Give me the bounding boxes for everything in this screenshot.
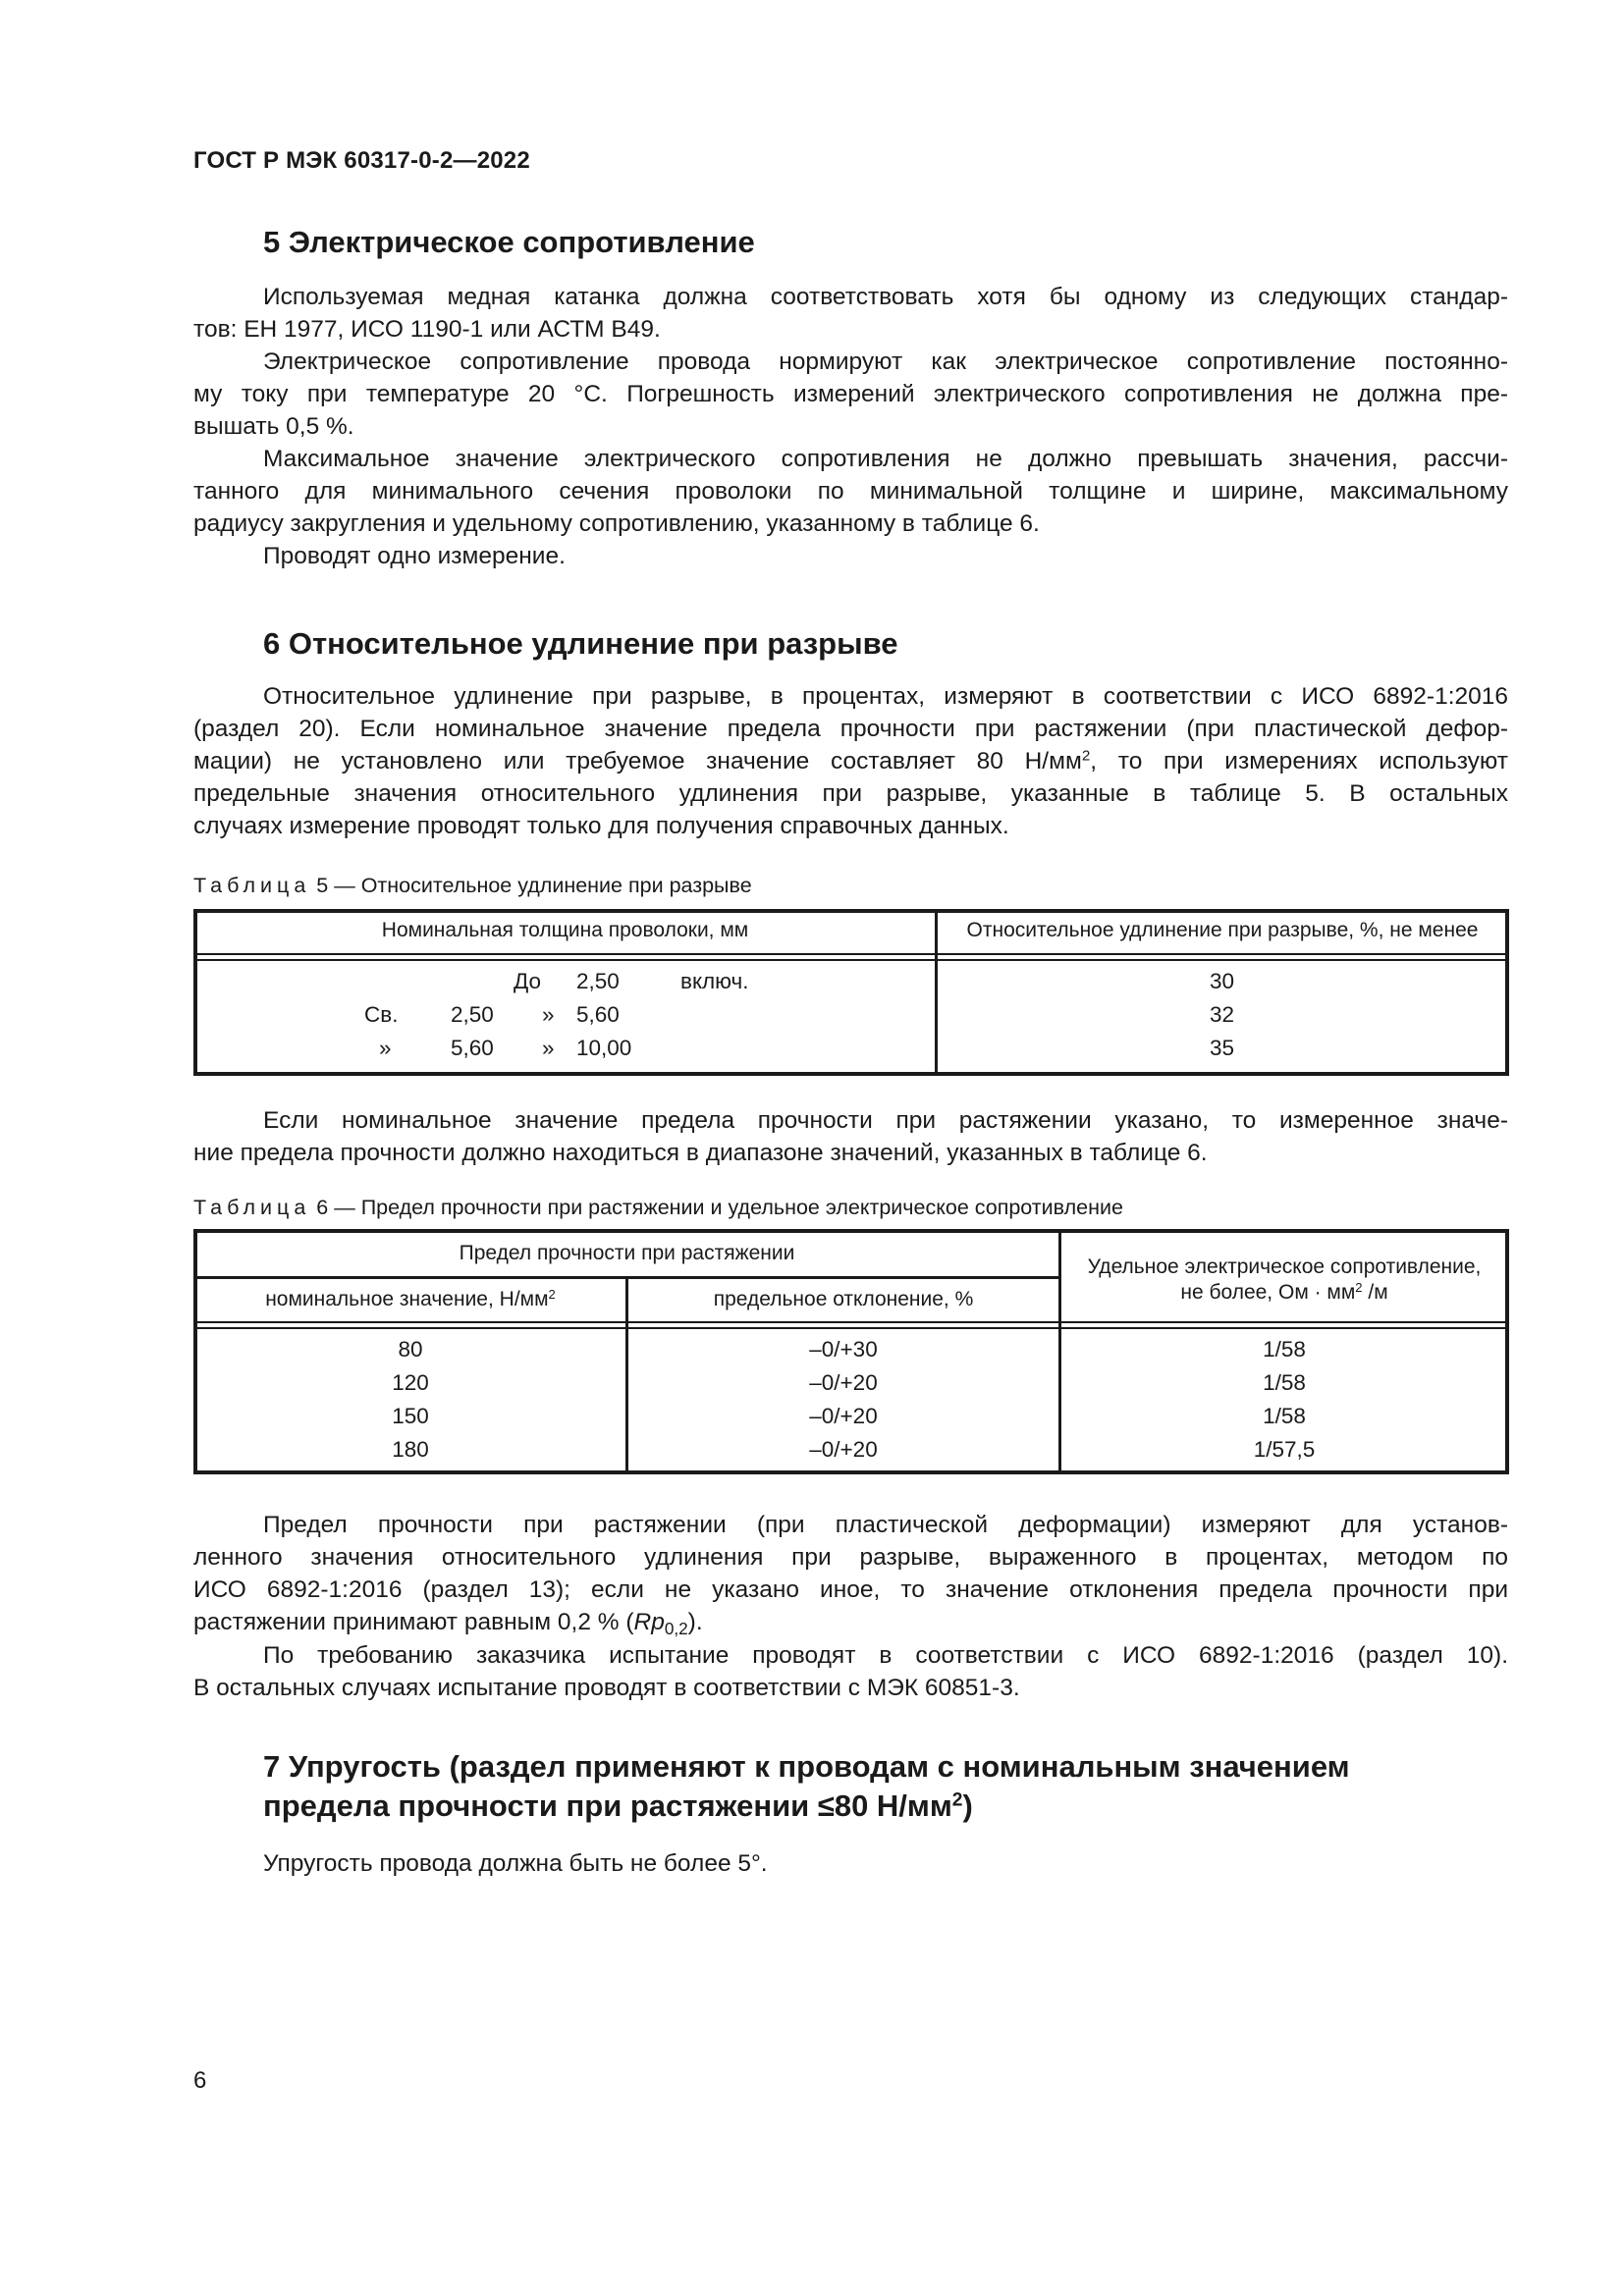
section-5-paragraph-1: Используемая медная катанка должна соответствовать хотя бы одному из следующих стандар- тов: ЕН 1977, ИСО 1190-1 или АСТМ В49. <box>193 284 1508 343</box>
section-7-paragraph: Упругость провода должна быть не более 5°. <box>263 1850 768 1877</box>
table-5-caption: Таблица 5 — Относительное удлинение при разрыве <box>193 874 752 897</box>
section-5-paragraph-4: Проводят одно измерение. <box>263 543 566 569</box>
section-6-paragraph-2: Если номинальное значение предела прочности при растяжении указано, то измеренное значе- ние предела прочности должно находиться в диапазоне значений, указанных в таблице 6. <box>193 1107 1508 1166</box>
table-6-header-nominal: номинальное значение, $Н/мм^2$ <box>265 1286 556 1310</box>
document-id-header: ГОСТ Р МЭК 60317-0-2—2022 <box>193 147 530 174</box>
table-6-caption: Таблица 6 — Предел прочности при растяжении и удельное электрическое сопротивление <box>193 1196 1123 1219</box>
section-6-paragraph-3: Предел прочности при растяжении (при пластической деформации) измеряют для установ- ленного значения относительного удлинения при разрыве, выраженного в процентах, методом по ИСО 6892-1:2016 (раздел 13); если не указано иное, то значение отклонения предела прочности при растяжении принимают равным 0,2 % $(Rp_{0,2})$. <box>193 1512 1508 1639</box>
section-6-title: 6 Относительное удлинение при разрыве <box>263 626 898 661</box>
section-7-title: 7 Упругость (раздел применяют к проводам с номинальным значением предела прочности при растяжении ≤80 $Н/мм^2$) <box>263 1749 1350 1823</box>
section-5-paragraph-2: Электрическое сопротивление провода нормируют как электрическое сопротивление постоянно- му току при температуре 20 °С. Погрешность измерений электрического сопротивления не должна пре- вышать 0,5 %. <box>193 348 1508 440</box>
table-5-header-thickness: Номинальная толщина проволоки, мм <box>381 919 749 941</box>
table-6-header-tensile-strength: Предел прочности при растяжении <box>459 1242 795 1264</box>
section-6-paragraph-4: По требованию заказчика испытание проводят в соответствии с ИСО 6892-1:2016 (раздел 10). В остальных случаях испытание проводят в соответствии с МЭК 60851-3. <box>193 1642 1508 1701</box>
table-6-header-resistivity: Удельное электрическое сопротивление, не более, Ом · $мм^2$ /м <box>1087 1255 1482 1304</box>
section-5-title: 5 Электрическое сопротивление <box>263 225 755 259</box>
section-6-paragraph-1: Относительное удлинение при разрыве, в процентах, измеряют в соответствии с ИСО 6892-1:2016 (раздел 20). Если номинальное значение предела прочности при растяжении (при пластической дефор- мации) не установлено или требуемое значение составляет 80 $Н/мм^2$, то при измерениях используют предельные значения относительного удлинения при разрыве, указанные в таблице 5. В остальных случаях измерение проводят только для получения справочных данных. <box>193 683 1508 839</box>
section-5-paragraph-3: Максимальное значение электрического сопротивления не должно превышать значения, рассчи- танного для минимального сечения проволоки по минимальной толщине и ширине, максимальному радиусу закругления и удельному сопротивлению, указанному в таблице 6. <box>193 446 1508 537</box>
table-5-header-elongation: Относительное удлинение при разрыве, %, не менее <box>966 919 1479 941</box>
page-number: 6 <box>193 2067 207 2094</box>
table-6-header-deviation: предельное отклонение, % <box>713 1288 974 1310</box>
